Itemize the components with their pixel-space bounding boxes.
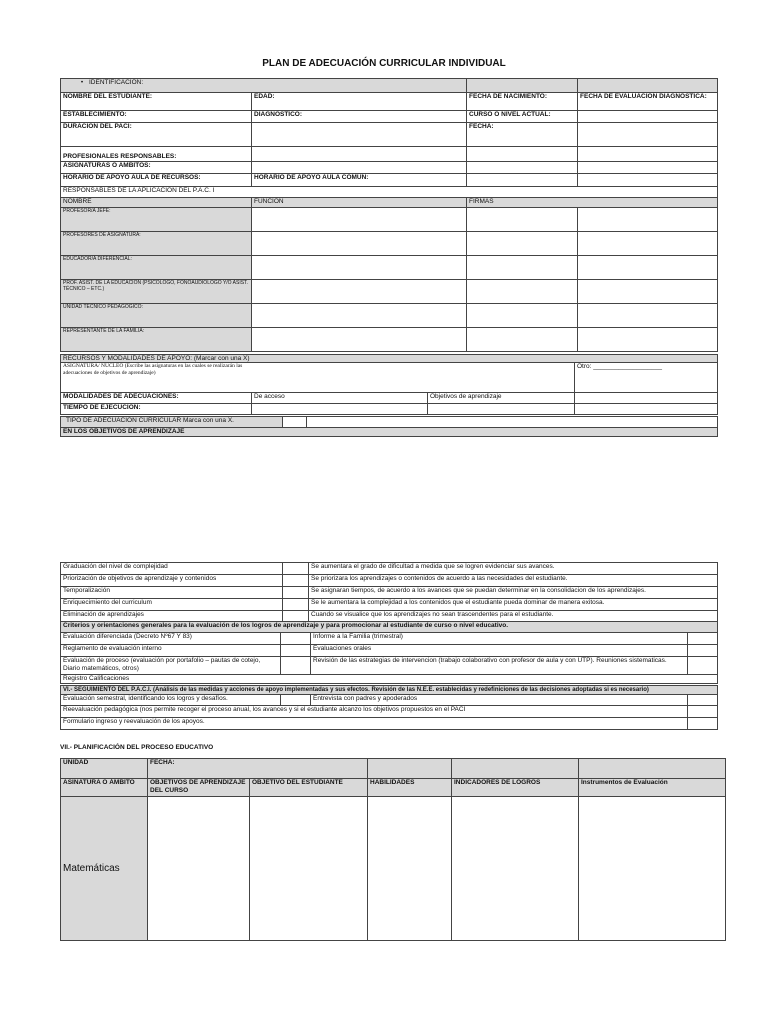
en-objetivos-label: EN LOS OBJETIVOS DE APRENDIZAJE (61, 428, 718, 437)
col-nombre: NOMBRE (61, 198, 252, 208)
tipo-adecuacion-label: TIPO DE ADECUACIÓN CURRICULAR Marca con una X. (61, 417, 283, 428)
planificacion-table (60, 758, 726, 941)
criterio-right: Revisión de las estrategias de intervencion (trabajo colaborativo con profesor de aula y con UTP). Reuniones sistematicas. (311, 657, 688, 675)
asignatura-cell: Matemáticas (61, 797, 148, 941)
duracion-label: DURACION DEL PACI: (61, 123, 252, 147)
responsable-row: PROF. ASIST. DE LA EDUCACION (PSICOLOGO, FONOAUDIOLOGO Y/O ASIST. TÉCNICO – ETC.) (61, 280, 252, 304)
criterio-left: Evaluación de proceso (evaluación por portafolio – pautas de cotejo, Diario matemáticos, otros) (61, 657, 281, 675)
graduacion-table (60, 562, 718, 622)
fecha-label: FECHA: (467, 123, 578, 147)
recursos-header: RECURSOS Y MODALIDADES DE APOYO: (Marcar con una X) (61, 355, 718, 363)
criterio-left: Evaluación diferenciada (Decreto Nº67 Y 83) (61, 633, 281, 645)
col-funcion: FUNCION (252, 198, 467, 208)
criterio-left: Registro Calificaciones (61, 675, 718, 684)
otro-label: Otro: ___________________ (575, 363, 718, 393)
graduacion-desc: Se aumentara el grado de dificultad a medida que se logren evidenciar sus avances. (309, 563, 718, 575)
col-habilidades: HABILIDADES (368, 779, 452, 797)
recursos-table (60, 354, 718, 415)
page-title: PLAN DE ADECUACIÓN CURRICULAR INDIVIDUAL (262, 58, 506, 69)
col-instrumentos: Instrumentos de Evaluación (579, 779, 726, 797)
graduacion-label: Graduación del nivel de complejidad (61, 563, 283, 575)
graduacion-desc: Se priorizara los aprendizajes o contenidos de acuerdo a las necesidades del estudiante. (309, 575, 718, 587)
modalidades-label: MODALIDADES DE ADECUACIONES: (61, 393, 252, 404)
criterio-right: Evaluaciones orales (311, 645, 688, 657)
responsable-row: PROFESOR/A JEFE: (61, 208, 252, 232)
identification-header: • IDENTIFICACION: (61, 79, 467, 93)
edad-label: EDAD: (252, 93, 467, 111)
objetivos-label: Objetivos de aprendizaje (428, 393, 575, 404)
responsable-row: PROFESORES DE ASIGNATURA: (61, 232, 252, 256)
horario-recursos-label: HORARIO DE APOYO AULA DE RECURSOS: (61, 174, 252, 187)
seguimiento-row: Entrevista con padres y apoderados (311, 695, 688, 706)
nombre-label: NOMBRE DEL ESTUDIANTE: (61, 93, 252, 111)
asignaturas-label: ASIGNATURAS O AMBITOS: (61, 162, 252, 174)
diagnostico-label: DIAGNOSTICO: (252, 111, 467, 123)
col-asignatura: ASINATURA O ÁMBITO (61, 779, 148, 797)
col-indicadores: INDICADORES DE LOGROS (452, 779, 579, 797)
graduacion-desc: Se asignaran tiempos, de acuerdo a los avances que se puedan determinar en la consolidacion de los aprendizajes. (309, 587, 718, 599)
graduacion-label: Priorización de objetivos de aprendizaje y contenidos (61, 575, 283, 587)
profesionales-label: PROFESIONALES RESPONSABLES: (61, 147, 252, 162)
fecha-label: FECHA: (148, 759, 368, 779)
col-objetivos-curso: OBJETIVOS DE APRENDIZAJE DEL CURSO (148, 779, 250, 797)
unidad-label: UNIDAD (61, 759, 148, 779)
graduacion-label: Temporalización (61, 587, 283, 599)
graduacion-label: Enriquecimiento del curriculum (61, 599, 283, 611)
criterio-left: Reglamento de evaluación interno (61, 645, 281, 657)
criterios-table (60, 621, 718, 684)
col-firmas: FIRMAS (467, 198, 718, 208)
tiempo-label: TIEMPO DE EJECUCIÓN: (61, 404, 252, 415)
identification-table (60, 78, 718, 352)
responsable-row: EDUCADOR/A DIFERENCIAL: (61, 256, 252, 280)
horario-comun-label: HORARIO DE APOYO AULA COMUN: (252, 174, 467, 187)
col-objetivo-estudiante: OBJETIVO DEL ESTUDIANTE (250, 779, 368, 797)
asignatura-nucleo-label: ASIGNATURA/ NUCLEO (Escribe las asignaturas en las cuales se realizarán las adecuaciones de objetivos de aprendizaje) (61, 363, 575, 393)
criterios-header: Criterios y orientaciones generales para la evaluación de los logros de aprendizaje y para promocionar al estudiante de curso o nivel educativo. (61, 622, 718, 633)
responsables-header: RESPONSABLES DE LA APLICACIÓN DEL P.A.C. I (61, 187, 718, 198)
graduacion-desc: Cuando se visualice que los aprendizajes no sean trascendentes para el estudiante. (309, 611, 718, 622)
criterio-right: Informe a la Familia (trimestral) (311, 633, 688, 645)
seguimiento-row: Formulario ingreso y reevaluación de los apoyos. (61, 718, 688, 730)
planificacion-header: VII.- PLANIFICACIÓN DEL PROCESO EDUCATIVO (60, 744, 214, 751)
establecimiento-label: ESTABLECIMIENTO: (61, 111, 252, 123)
tipo-adecuacion-table (60, 416, 718, 437)
de-acceso-label: De acceso (252, 393, 428, 404)
curso-label: CURSO O NIVEL ACTUAL: (467, 111, 578, 123)
graduacion-label: Eliminación de aprendizajes (61, 611, 283, 622)
seguimiento-row: Reevaluación pedagógica (nos permite recoger el proceso anual, los avances y si el estudiante alcanzo los objetivos propuestos en el PACI (61, 706, 688, 718)
seguimiento-table (60, 685, 718, 730)
fecha-evaluacion-label: FECHA DE EVALUACION DIAGNOSTICA: (578, 93, 718, 111)
seguimiento-row: Evaluación semestral, identificando los logros y desafíos. (61, 695, 281, 706)
graduacion-desc: Se le aumentara la complejidad a los contenidos que el estudiante pueda dominar de manera exitosa. (309, 599, 718, 611)
fecha-nacimiento-label: FECHA DE NACIMIENTO: (467, 93, 578, 111)
responsable-row: UNIDAD TECNICO PEDAGOGICO: (61, 304, 252, 328)
seguimiento-header: VI.- SEGUIMIENTO DEL P.A.C.I. (Análisis de las medidas y acciones de apoyo implementadas y sus efectos. Revisión de las N.E.E. establecidas y redefiniciones de las decisiones adoptadas si es necesario) (61, 686, 718, 695)
responsable-row: REPRESENTANTE DE LA FAMILIA: (61, 328, 252, 352)
